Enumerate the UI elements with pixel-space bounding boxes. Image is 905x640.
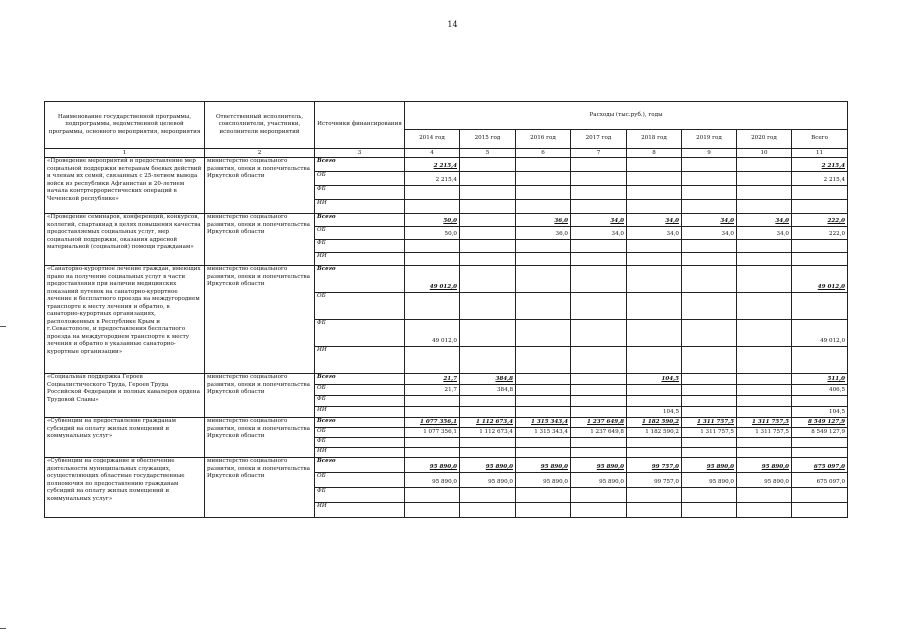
amount-cell: 104,5 [792,407,848,418]
executor-name: министерство социального развития, опеки и попечительства Иркутской области [205,158,315,214]
amount-cell [405,488,460,503]
amount-cell [571,385,627,396]
amount-cell: 222,0 [792,227,848,240]
amount-cell: 1 112 673,4 [460,418,516,428]
amount-cell [405,347,460,374]
amount-cell [627,396,682,407]
amount-cell: 50,0 [405,227,460,240]
amount-cell [571,448,627,458]
amount-cell [682,448,737,458]
amount-cell [682,320,737,347]
funding-source-label: ОБ [315,172,405,186]
amount-cell [405,396,460,407]
amount-cell [571,266,627,293]
header-expenses: Расходы (тыс.руб.), годы [405,102,848,130]
amount-cell: 1 311 757,5 [737,418,792,428]
header-year: 2015 год [460,130,516,149]
amount-cell [737,266,792,293]
funding-source-label: ИИ [315,200,405,214]
column-number: 10 [737,149,792,158]
table-row [45,266,848,293]
header-year: 2018 год [627,130,682,149]
amount-cell [682,488,737,503]
amount-cell [792,347,848,374]
amount-cell [737,503,792,518]
table-row [45,158,848,172]
amount-cell: 95 890,0 [460,473,516,488]
funding-source-label: ОБ [315,227,405,240]
amount-cell [682,240,737,253]
header-executor: Ответственный исполнитель, соисполнители, участники, исполнители мероприятий [205,102,315,149]
header-year: 2017 год [571,130,627,149]
amount-cell [571,158,627,172]
amount-cell [571,172,627,186]
amount-cell [737,448,792,458]
measure-name: «Социальная поддержка Героев Социалистического Труда, Героев Труда Российской Федерации и полных кавалеров ордена Трудовой Славы» [45,374,205,418]
amount-cell [460,172,516,186]
executor-name: министерство социального развития, опеки и попечительства Иркутской области [205,418,315,458]
amount-cell: 49 012,0 [792,266,848,293]
amount-cell: 36,0 [516,214,571,227]
amount-cell [460,266,516,293]
amount-cell: 95 890,0 [571,473,627,488]
amount-cell [682,438,737,448]
amount-cell [737,407,792,418]
amount-cell [682,396,737,407]
funding-source-label: Всего [315,418,405,428]
amount-cell: 2 215,4 [405,158,460,172]
column-number: 11 [792,149,848,158]
amount-cell: 34,0 [627,227,682,240]
funding-source-label: Всего [315,374,405,385]
amount-cell [571,293,627,320]
amount-cell [516,200,571,214]
amount-cell: 511,0 [792,374,848,385]
header-year: 2014 год [405,130,460,149]
amount-cell [627,158,682,172]
amount-cell: 675 097,0 [792,458,848,473]
amount-cell [516,172,571,186]
amount-cell [627,347,682,374]
amount-cell: 34,0 [737,214,792,227]
amount-cell [627,172,682,186]
amount-cell: 1 077 356,1 [405,428,460,438]
header-year: 2020 год [737,130,792,149]
amount-cell [516,253,571,266]
amount-cell [627,385,682,396]
amount-cell: 95 890,0 [516,473,571,488]
measure-name: «Субвенции на содержание и обеспечение деятельности муниципальных служащих, осуществляющих областные государственные полномочия по предоставлению гражданам субсидий на оплату жилых помещений и коммунальных услуг» [45,458,205,518]
amount-cell: 34,0 [571,214,627,227]
amount-cell [627,448,682,458]
measure-name: «Субвенции на предоставление гражданам субсидий на оплату жилых помещений и коммунальных услуг» [45,418,205,458]
funding-source-label: ОБ [315,293,405,320]
amount-cell: 406,5 [792,385,848,396]
funding-source-label: ОБ [315,385,405,396]
amount-cell [627,320,682,347]
amount-cell [737,200,792,214]
column-number: 7 [571,149,627,158]
executor-name: министерство социального развития, опеки и попечительства Иркутской области [205,214,315,266]
amount-cell [571,240,627,253]
amount-cell [682,253,737,266]
amount-cell [516,347,571,374]
amount-cell: 34,0 [682,214,737,227]
table-row [45,374,848,385]
amount-cell [682,385,737,396]
amount-cell [737,253,792,266]
amount-cell: 1 315 343,4 [516,428,571,438]
amount-cell [571,407,627,418]
amount-cell [737,186,792,200]
amount-cell [516,438,571,448]
column-number: 9 [682,149,737,158]
amount-cell [571,253,627,266]
amount-cell [460,320,516,347]
amount-cell: 21,7 [405,374,460,385]
amount-cell [627,503,682,518]
amount-cell: 34,0 [682,227,737,240]
funding-source-label: ИИ [315,253,405,266]
amount-cell [405,448,460,458]
amount-cell: 99 757,0 [627,473,682,488]
amount-cell: 36,0 [516,227,571,240]
amount-cell [682,266,737,293]
amount-cell [682,186,737,200]
amount-cell: 384,8 [460,374,516,385]
amount-cell [516,186,571,200]
amount-cell: 2 215,4 [405,172,460,186]
amount-cell [737,172,792,186]
amount-cell: 675 097,0 [792,473,848,488]
amount-cell: 99 757,0 [627,458,682,473]
amount-cell: 8 549 127,9 [792,428,848,438]
amount-cell [516,385,571,396]
amount-cell [571,186,627,200]
funding-source-label: ФБ [315,438,405,448]
amount-cell: 222,0 [792,214,848,227]
amount-cell [737,293,792,320]
amount-cell [627,253,682,266]
amount-cell: 49 012,0 [405,266,460,293]
amount-cell [792,503,848,518]
amount-cell [737,396,792,407]
funding-source-label: ИИ [315,407,405,418]
amount-cell: 2 215,4 [792,158,848,172]
amount-cell [405,200,460,214]
amount-cell [460,200,516,214]
amount-cell: 95 890,0 [682,458,737,473]
amount-cell [792,396,848,407]
amount-cell [516,158,571,172]
amount-cell [460,253,516,266]
amount-cell [460,293,516,320]
amount-cell: 34,0 [571,227,627,240]
amount-cell [792,488,848,503]
amount-cell: 1 182 590,2 [627,428,682,438]
funding-source-label: ИИ [315,448,405,458]
funding-source-label: Всего [315,458,405,473]
amount-cell [516,503,571,518]
column-number: 8 [627,149,682,158]
amount-cell [682,293,737,320]
measure-name: «Проведение семинаров, конференций, конкурсов, коллегий, спартакиад в целях повышения качества предоставляемых социальных услуг, мер социальной поддержки, оказания адресной материальной (социальной) помощи гражданам» [45,214,205,266]
amount-cell [792,186,848,200]
amount-cell: 1 315 343,4 [516,418,571,428]
table-row [45,418,848,428]
funding-source-label: Всего [315,158,405,172]
amount-cell [405,240,460,253]
funding-source-label: ФБ [315,186,405,200]
amount-cell [627,438,682,448]
amount-cell: 1 237 649,8 [571,428,627,438]
executor-name: министерство социального развития, опеки и попечительства Иркутской области [205,458,315,518]
amount-cell: 1 112 673,4 [460,428,516,438]
amount-cell [737,347,792,374]
amount-cell [516,266,571,293]
funding-source-label: ИИ [315,503,405,518]
amount-cell: 34,0 [627,214,682,227]
amount-cell [627,293,682,320]
amount-cell [682,503,737,518]
amount-cell [737,374,792,385]
measure-name: «Проведение мероприятий и предоставление мер социальной поддержки ветеранам боевых действий и членам их семей, связанных с 25-летием вывода войск из республики Афганистан и 20-летием начала контртеррористических операций в Чеченской республике» [45,158,205,214]
column-number: 5 [460,149,516,158]
amount-cell: 95 890,0 [571,458,627,473]
funding-source-label: ОБ [315,473,405,488]
funding-source-label: ОБ [315,428,405,438]
amount-cell: 95 890,0 [737,473,792,488]
amount-cell [571,438,627,448]
amount-cell [571,200,627,214]
measure-name: «Санаторно-курортное лечение граждан, имеющих право на получение социальных услуг в части предоставления при наличии медицинских показаний путевок на санаторно-курортное лечение и бесплатного проезда на междугороднем транспорте к месту лечения и обратно, в санаторно-курортных организациях, расположенных в Республике Крым и г.Севастополе, и предоставления бесплатного проезда на междугороднем транспорте к месту лечения и обратно в указанные санаторно-курортные организации» [45,266,205,374]
funding-source-label: Всего [315,266,405,293]
header-year: 2016 год [516,130,571,149]
amount-cell [405,438,460,448]
table-row [45,214,848,227]
amount-cell: 49 012,0 [792,320,848,347]
amount-cell: 34,0 [737,227,792,240]
amount-cell [460,227,516,240]
funding-source-label: ФБ [315,396,405,407]
amount-cell [737,438,792,448]
column-number: 1 [45,149,205,158]
amount-cell [571,347,627,374]
amount-cell: 1 311 757,5 [682,418,737,428]
funding-source-label: ФБ [315,240,405,253]
amount-cell [792,448,848,458]
amount-cell: 384,8 [460,385,516,396]
amount-cell: 104,5 [627,374,682,385]
funding-source-label: ФБ [315,320,405,347]
amount-cell [460,158,516,172]
amount-cell: 49 012,0 [405,320,460,347]
amount-cell [516,448,571,458]
page-number: 14 [447,20,458,29]
header-source: Источники финансирования [315,102,405,149]
header-year: Всего [792,130,848,149]
amount-cell [682,158,737,172]
amount-cell: 1 077 356,1 [405,418,460,428]
amount-cell [682,200,737,214]
amount-cell [792,200,848,214]
amount-cell [460,396,516,407]
amount-cell [792,240,848,253]
column-number: 2 [205,149,315,158]
amount-cell [737,385,792,396]
amount-cell [516,240,571,253]
amount-cell [627,488,682,503]
amount-cell [682,172,737,186]
column-number: 6 [516,149,571,158]
amount-cell [516,407,571,418]
amount-cell: 1 182 590,2 [627,418,682,428]
amount-cell [460,488,516,503]
amount-cell [460,240,516,253]
executor-name: министерство социального развития, опеки и попечительства Иркутской области [205,266,315,374]
margin-mark [0,326,6,327]
amount-cell: 1 311 757,5 [682,428,737,438]
amount-cell [682,374,737,385]
amount-cell [737,240,792,253]
amount-cell: 95 890,0 [405,473,460,488]
amount-cell [627,266,682,293]
expenses-table-wrapper [44,101,847,518]
amount-cell: 104,5 [627,407,682,418]
amount-cell: 21,7 [405,385,460,396]
margin-mark [0,628,6,629]
amount-cell: 50,0 [405,214,460,227]
amount-cell: 95 890,0 [405,458,460,473]
amount-cell [516,396,571,407]
amount-cell [682,407,737,418]
amount-cell [405,186,460,200]
amount-cell [737,488,792,503]
amount-cell [516,320,571,347]
column-number: 4 [405,149,460,158]
amount-cell: 8 549 127,9 [792,418,848,428]
amount-cell: 1 311 757,5 [737,428,792,438]
amount-cell [571,374,627,385]
amount-cell: 95 890,0 [460,458,516,473]
expenses-table [44,101,848,518]
amount-cell [792,253,848,266]
amount-cell [737,320,792,347]
amount-cell [405,407,460,418]
header-program: Наименование государственной программы, подпрограммы, ведомственной целевой программы, основного мероприятия, мероприятия [45,102,205,149]
amount-cell [405,503,460,518]
amount-cell [460,438,516,448]
amount-cell [627,200,682,214]
amount-cell [405,293,460,320]
amount-cell [571,503,627,518]
amount-cell [460,503,516,518]
amount-cell: 95 890,0 [737,458,792,473]
amount-cell [460,347,516,374]
amount-cell [460,214,516,227]
amount-cell [792,438,848,448]
amount-cell: 95 890,0 [516,458,571,473]
header-year: 2019 год [682,130,737,149]
funding-source-label: ИИ [315,347,405,374]
amount-cell [737,158,792,172]
amount-cell [460,407,516,418]
amount-cell [792,293,848,320]
amount-cell: 2 215,4 [792,172,848,186]
amount-cell [682,347,737,374]
amount-cell [460,186,516,200]
funding-source-label: Всего [315,214,405,227]
amount-cell [571,396,627,407]
amount-cell: 95 890,0 [682,473,737,488]
amount-cell [516,374,571,385]
amount-cell [460,448,516,458]
column-number: 3 [315,149,405,158]
funding-source-label: ФБ [315,488,405,503]
amount-cell [405,253,460,266]
executor-name: министерство социального развития, опеки и попечительства Иркутской области [205,374,315,418]
amount-cell [571,488,627,503]
amount-cell [627,240,682,253]
amount-cell [516,293,571,320]
table-row [45,458,848,473]
amount-cell: 1 237 649,8 [571,418,627,428]
amount-cell [627,186,682,200]
amount-cell [516,488,571,503]
amount-cell [571,320,627,347]
